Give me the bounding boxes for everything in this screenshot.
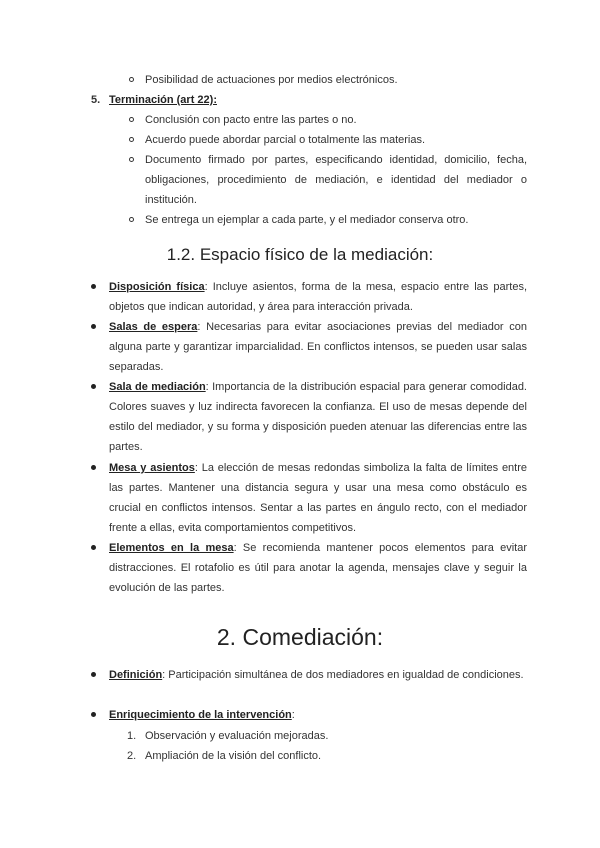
sub-list-item: Ampliación de la visión del conflicto.: [145, 750, 322, 762]
bullet-icon: [91, 712, 96, 717]
circle-bullet-icon: [129, 137, 134, 142]
bullet-icon: [91, 672, 96, 677]
circle-bullet-icon: [129, 217, 134, 222]
list-item: Elementos en la mesa: Se recomienda mantener pocos elementos para evitar distracciones. El rotafolio es útil para anotar la agenda, mensajes clave y seguir la evolución de las partes.: [109, 542, 527, 594]
sub-item-number: 2.: [127, 750, 137, 762]
list-item: Se entrega un ejemplar a cada parte, y el mediador conserva otro.: [145, 214, 469, 226]
bullet-icon: [91, 545, 96, 550]
list-item: Enriquecimiento de la intervención:: [109, 709, 295, 721]
section-number: 5.: [91, 94, 101, 106]
list-item: Salas de espera: Necesarias para evitar asociaciones previas del mediador con alguna parte y garantizar imparcialidad. En conflictos intensos, se pueden usar salas separadas.: [109, 321, 527, 373]
bullet-icon: [91, 284, 96, 289]
list-item: Disposición física: Incluye asientos, forma de la mesa, espacio entre las partes, objetos que indican autoridad, y área para interacción privada.: [109, 281, 528, 313]
sub-list-item: Observación y evaluación mejoradas.: [145, 730, 329, 742]
list-item: Mesa y asientos: La elección de mesas redondas simboliza la falta de límites entre las partes. Mantener una distancia segura y usar una mesa como obstáculo es crucial en conflictos intensos. Sentar a las partes en ángulo recto, con el mediador frente a ellas, evita comportamientos competitivos.: [109, 462, 528, 534]
chapter-heading: 2. Comediación:: [216, 624, 384, 650]
sub-item-number: 1.: [127, 730, 137, 742]
list-item: Conclusión con pacto entre las partes o no.: [145, 114, 357, 126]
bullet-icon: [91, 324, 96, 329]
list-item: Posibilidad de actuaciones por medios electrónicos.: [145, 74, 398, 86]
circle-bullet-icon: [129, 77, 134, 82]
bullet-icon: [91, 384, 96, 389]
list-item: Acuerdo puede abordar parcial o totalmente las materias.: [145, 134, 426, 146]
list-item: Definición: Participación simultánea de dos mediadores en igualdad de condiciones.: [109, 669, 524, 681]
list-item: Documento firmado por partes, especificando identidad, domicilio, fecha, obligaciones, procedimiento de mediación, e identidad del mediador o institución.: [145, 154, 527, 206]
bullet-icon: [91, 465, 96, 470]
section-heading: 1.2. Espacio físico de la mediación:: [166, 245, 434, 264]
section-title: Terminación (art 22):: [109, 94, 217, 106]
list-item: Sala de mediación: Importancia de la distribución espacial para generar comodidad. Colores suaves y luz indirecta favorecen la confianza. El uso de mesas depende del estilo del mediador, y su forma y disposición pueden atenuar las diferencias entre las partes.: [109, 381, 527, 453]
circle-bullet-icon: [129, 157, 134, 162]
circle-bullet-icon: [129, 117, 134, 122]
